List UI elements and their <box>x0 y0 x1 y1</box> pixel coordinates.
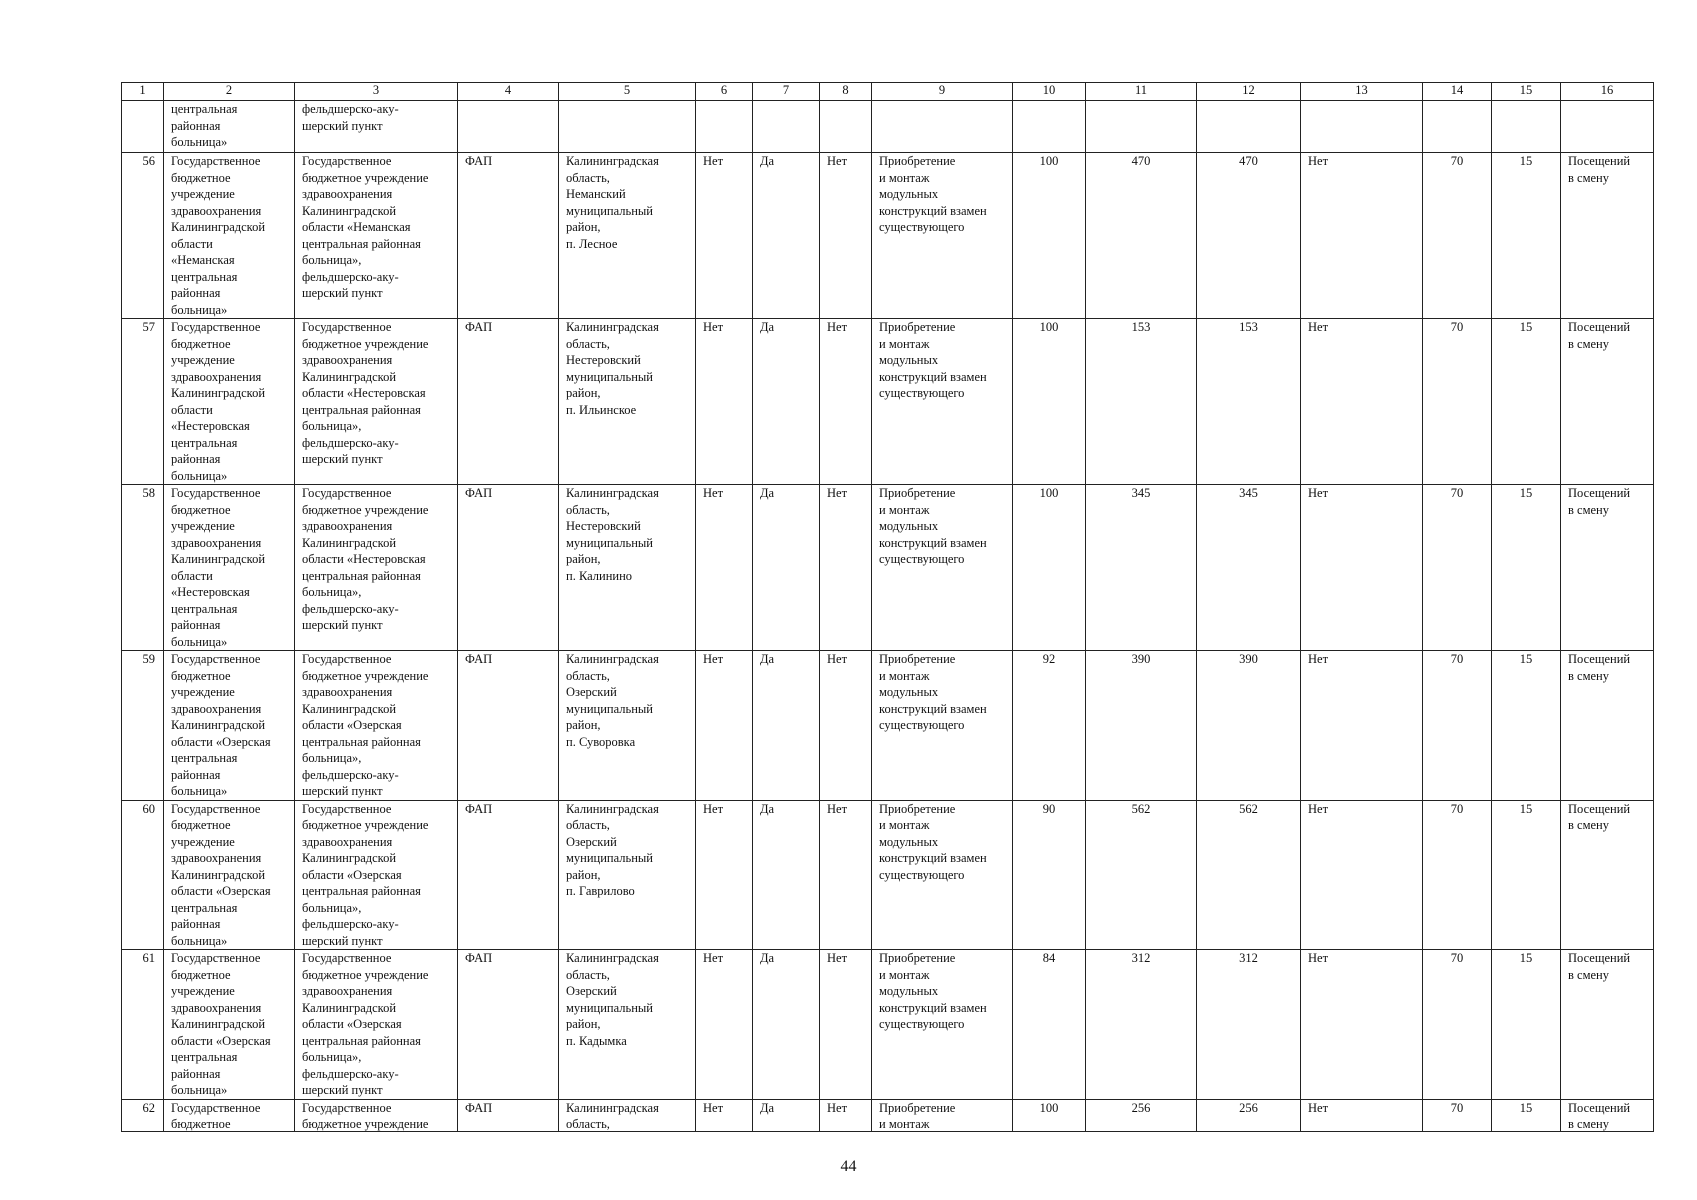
col8-cell: Нет <box>820 319 872 485</box>
empty-cell <box>559 101 696 153</box>
col10-cell: 84 <box>1013 950 1086 1100</box>
column-number: 2 <box>164 83 295 101</box>
empty-cell <box>1013 101 1086 153</box>
unit-cell: Посещений в смену <box>1561 153 1654 319</box>
col13-cell: Нет <box>1301 319 1423 485</box>
facility-cell: Государственное бюджетное учреждение здравоохранения Калининградской области «Неманская центральная районная больница», фельдшерско-аку- шерский пункт <box>295 153 458 319</box>
col11-cell: 153 <box>1086 319 1197 485</box>
column-number: 13 <box>1301 83 1423 101</box>
facility-cell: Государственное бюджетное учреждение здравоохранения Калининградской области «Нестеровская центральная районная больница», фельдшерско-аку- шерский пункт <box>295 319 458 485</box>
facility-cell: Государственное бюджетное учреждение здравоохранения Калининградской области «Нестеровская центральная районная больница», фельдшерско-аку- шерский пункт <box>295 485 458 651</box>
address-text: Калининградская область, <box>566 1100 659 1131</box>
col8-cell: Нет <box>820 1099 872 1131</box>
organization-cell: Государственное бюджетное учреждение здравоохранения Калининградской области «Нестеровская центральная районная больница» <box>164 319 295 485</box>
type-cell: ФАП <box>458 153 559 319</box>
row-number: 57 <box>122 319 164 485</box>
action-cell: Приобретение и монтаж модульных конструкций взамен существующего <box>872 651 1013 801</box>
column-number: 7 <box>753 83 820 101</box>
column-number: 8 <box>820 83 872 101</box>
organization-text: Государственное бюджетное <box>171 1100 261 1131</box>
empty-cell <box>1086 101 1197 153</box>
action-cell: Приобретение и монтаж модульных конструкций взамен существующего <box>872 950 1013 1100</box>
facility-cell: Государственное бюджетное учреждение здравоохранения Калининградской области «Озерская центральная районная больница», фельдшерско-аку- шерский пункт <box>295 800 458 950</box>
unit-cell: Посещений в смену <box>1561 800 1654 950</box>
row-number: 59 <box>122 651 164 801</box>
col8-cell: Нет <box>820 485 872 651</box>
column-number: 5 <box>559 83 696 101</box>
type-cell: ФАП <box>458 1099 559 1131</box>
col6-cell: Нет <box>696 485 753 651</box>
empty-cell <box>1561 101 1654 153</box>
row-number: 56 <box>122 153 164 319</box>
col10-cell: 100 <box>1013 1099 1086 1131</box>
col10-cell: 92 <box>1013 651 1086 801</box>
col10-cell: 100 <box>1013 153 1086 319</box>
col10-cell: 100 <box>1013 319 1086 485</box>
column-number: 14 <box>1423 83 1492 101</box>
unit-cell: Посещений в смену <box>1561 485 1654 651</box>
empty-cell <box>696 101 753 153</box>
action-cell: Приобретение и монтаж модульных конструкций взамен существующего <box>872 319 1013 485</box>
row-number: 60 <box>122 800 164 950</box>
organization-cell <box>164 1099 295 1131</box>
col6-cell: Нет <box>696 950 753 1100</box>
table-row <box>122 319 1654 485</box>
empty-cell <box>872 101 1013 153</box>
empty-cell <box>1301 101 1423 153</box>
col12-cell: 470 <box>1197 153 1301 319</box>
organization-cell: Государственное бюджетное учреждение здравоохранения Калининградской области «Нестеровская центральная районная больница» <box>164 485 295 651</box>
col8-cell: Нет <box>820 800 872 950</box>
facility-cell: Государственное бюджетное учреждение здравоохранения Калининградской области «Озерская центральная районная больница», фельдшерско-аку- шерский пункт <box>295 651 458 801</box>
col11-cell: 390 <box>1086 651 1197 801</box>
empty-cell <box>820 101 872 153</box>
empty-cell <box>1423 101 1492 153</box>
column-number: 11 <box>1086 83 1197 101</box>
col15-cell: 15 <box>1492 1099 1561 1131</box>
col7-cell: Да <box>753 485 820 651</box>
col7-cell: Да <box>753 153 820 319</box>
address-cell: Калининградская область, Неманский муниципальный район, п. Лесное <box>559 153 696 319</box>
facility-cell <box>295 1099 458 1131</box>
col10-cell: 100 <box>1013 485 1086 651</box>
organization-cell: Государственное бюджетное учреждение здравоохранения Калининградской области «Озерская центральная районная больница» <box>164 950 295 1100</box>
row-number: 58 <box>122 485 164 651</box>
col8-cell: Нет <box>820 153 872 319</box>
column-number: 10 <box>1013 83 1086 101</box>
page-number: 44 <box>840 1158 857 1175</box>
column-number: 1 <box>122 83 164 101</box>
col7-cell: Да <box>753 1099 820 1131</box>
empty-cell <box>122 101 164 153</box>
action-text: Приобретение и монтаж <box>879 1100 956 1131</box>
column-number: 4 <box>458 83 559 101</box>
type-cell: ФАП <box>458 319 559 485</box>
table-row <box>122 651 1654 801</box>
row-number: 61 <box>122 950 164 1100</box>
unit-cell: Посещений в смену <box>1561 319 1654 485</box>
type-cell: ФАП <box>458 485 559 651</box>
organization-cell: Государственное бюджетное учреждение здравоохранения Калининградской области «Неманская центральная районная больница» <box>164 153 295 319</box>
unit-cell <box>1561 1099 1654 1131</box>
col11-cell: 562 <box>1086 800 1197 950</box>
col13-cell: Нет <box>1301 950 1423 1100</box>
col12-cell: 312 <box>1197 950 1301 1100</box>
col11-cell: 470 <box>1086 153 1197 319</box>
col15-cell: 15 <box>1492 485 1561 651</box>
action-cell: Приобретение и монтаж модульных конструкций взамен существующего <box>872 800 1013 950</box>
col12-cell: 390 <box>1197 651 1301 801</box>
table-row <box>122 950 1654 1100</box>
col6-cell: Нет <box>696 319 753 485</box>
col15-cell: 15 <box>1492 319 1561 485</box>
col15-cell: 15 <box>1492 800 1561 950</box>
table-row <box>122 800 1654 950</box>
col15-cell: 15 <box>1492 153 1561 319</box>
empty-cell <box>458 101 559 153</box>
address-cell: Калининградская область, Нестеровский муниципальный район, п. Ильинское <box>559 319 696 485</box>
address-cell <box>559 1099 696 1131</box>
col12-cell: 153 <box>1197 319 1301 485</box>
empty-cell <box>1197 101 1301 153</box>
organization-cell: центральная районная больница» <box>164 101 295 153</box>
col12-cell: 562 <box>1197 800 1301 950</box>
col6-cell: Нет <box>696 800 753 950</box>
col10-cell: 90 <box>1013 800 1086 950</box>
column-number: 3 <box>295 83 458 101</box>
col7-cell: Да <box>753 319 820 485</box>
col13-cell: Нет <box>1301 153 1423 319</box>
column-number: 9 <box>872 83 1013 101</box>
col11-cell: 312 <box>1086 950 1197 1100</box>
facility-cell: фельдшерско-аку- шерский пункт <box>295 101 458 153</box>
col8-cell: Нет <box>820 950 872 1100</box>
facility-cell: Государственное бюджетное учреждение здравоохранения Калининградской области «Озерская центральная районная больница», фельдшерско-аку- шерский пункт <box>295 950 458 1100</box>
continued-row <box>122 101 1654 153</box>
action-cell <box>872 1099 1013 1131</box>
col14-cell: 70 <box>1423 651 1492 801</box>
col13-cell: Нет <box>1301 1099 1423 1131</box>
facility-text: Государственное бюджетное учреждение <box>302 1100 429 1131</box>
col6-cell: Нет <box>696 651 753 801</box>
unit-cell: Посещений в смену <box>1561 651 1654 801</box>
col7-cell: Да <box>753 800 820 950</box>
action-cell: Приобретение и монтаж модульных конструкций взамен существующего <box>872 153 1013 319</box>
col7-cell: Да <box>753 651 820 801</box>
table-row <box>122 1099 1654 1131</box>
organization-cell: Государственное бюджетное учреждение здравоохранения Калининградской области «Озерская центральная районная больница» <box>164 800 295 950</box>
table-row <box>122 153 1654 319</box>
address-cell: Калининградская область, Озерский муниципальный район, п. Гаврилово <box>559 800 696 950</box>
col14-cell: 70 <box>1423 153 1492 319</box>
col7-cell: Да <box>753 950 820 1100</box>
col8-cell: Нет <box>820 651 872 801</box>
address-cell: Калининградская область, Нестеровский муниципальный район, п. Калинино <box>559 485 696 651</box>
col14-cell: 70 <box>1423 319 1492 485</box>
type-cell: ФАП <box>458 651 559 801</box>
column-number-row <box>122 83 1654 101</box>
action-cell: Приобретение и монтаж модульных конструкций взамен существующего <box>872 485 1013 651</box>
col13-cell: Нет <box>1301 485 1423 651</box>
column-number: 16 <box>1561 83 1654 101</box>
type-cell: ФАП <box>458 950 559 1100</box>
empty-cell <box>1492 101 1561 153</box>
unit-text: Посещений в смену <box>1568 1100 1631 1131</box>
column-number: 12 <box>1197 83 1301 101</box>
col14-cell: 70 <box>1423 1099 1492 1131</box>
facilities-table <box>121 82 1654 1132</box>
col12-cell: 345 <box>1197 485 1301 651</box>
col11-cell: 345 <box>1086 485 1197 651</box>
col6-cell: Нет <box>696 153 753 319</box>
unit-cell: Посещений в смену <box>1561 950 1654 1100</box>
empty-cell <box>753 101 820 153</box>
organization-cell: Государственное бюджетное учреждение здравоохранения Калининградской области «Озерская центральная районная больница» <box>164 651 295 801</box>
column-number: 6 <box>696 83 753 101</box>
address-cell: Калининградская область, Озерский муниципальный район, п. Суворовка <box>559 651 696 801</box>
col14-cell: 70 <box>1423 800 1492 950</box>
col14-cell: 70 <box>1423 950 1492 1100</box>
col13-cell: Нет <box>1301 800 1423 950</box>
col13-cell: Нет <box>1301 651 1423 801</box>
col14-cell: 70 <box>1423 485 1492 651</box>
col12-cell: 256 <box>1197 1099 1301 1131</box>
type-cell: ФАП <box>458 800 559 950</box>
col15-cell: 15 <box>1492 651 1561 801</box>
row-number: 62 <box>122 1099 164 1131</box>
col6-cell: Нет <box>696 1099 753 1131</box>
address-cell: Калининградская область, Озерский муниципальный район, п. Кадымка <box>559 950 696 1100</box>
column-number: 15 <box>1492 83 1561 101</box>
col15-cell: 15 <box>1492 950 1561 1100</box>
table-row <box>122 485 1654 651</box>
col11-cell: 256 <box>1086 1099 1197 1131</box>
